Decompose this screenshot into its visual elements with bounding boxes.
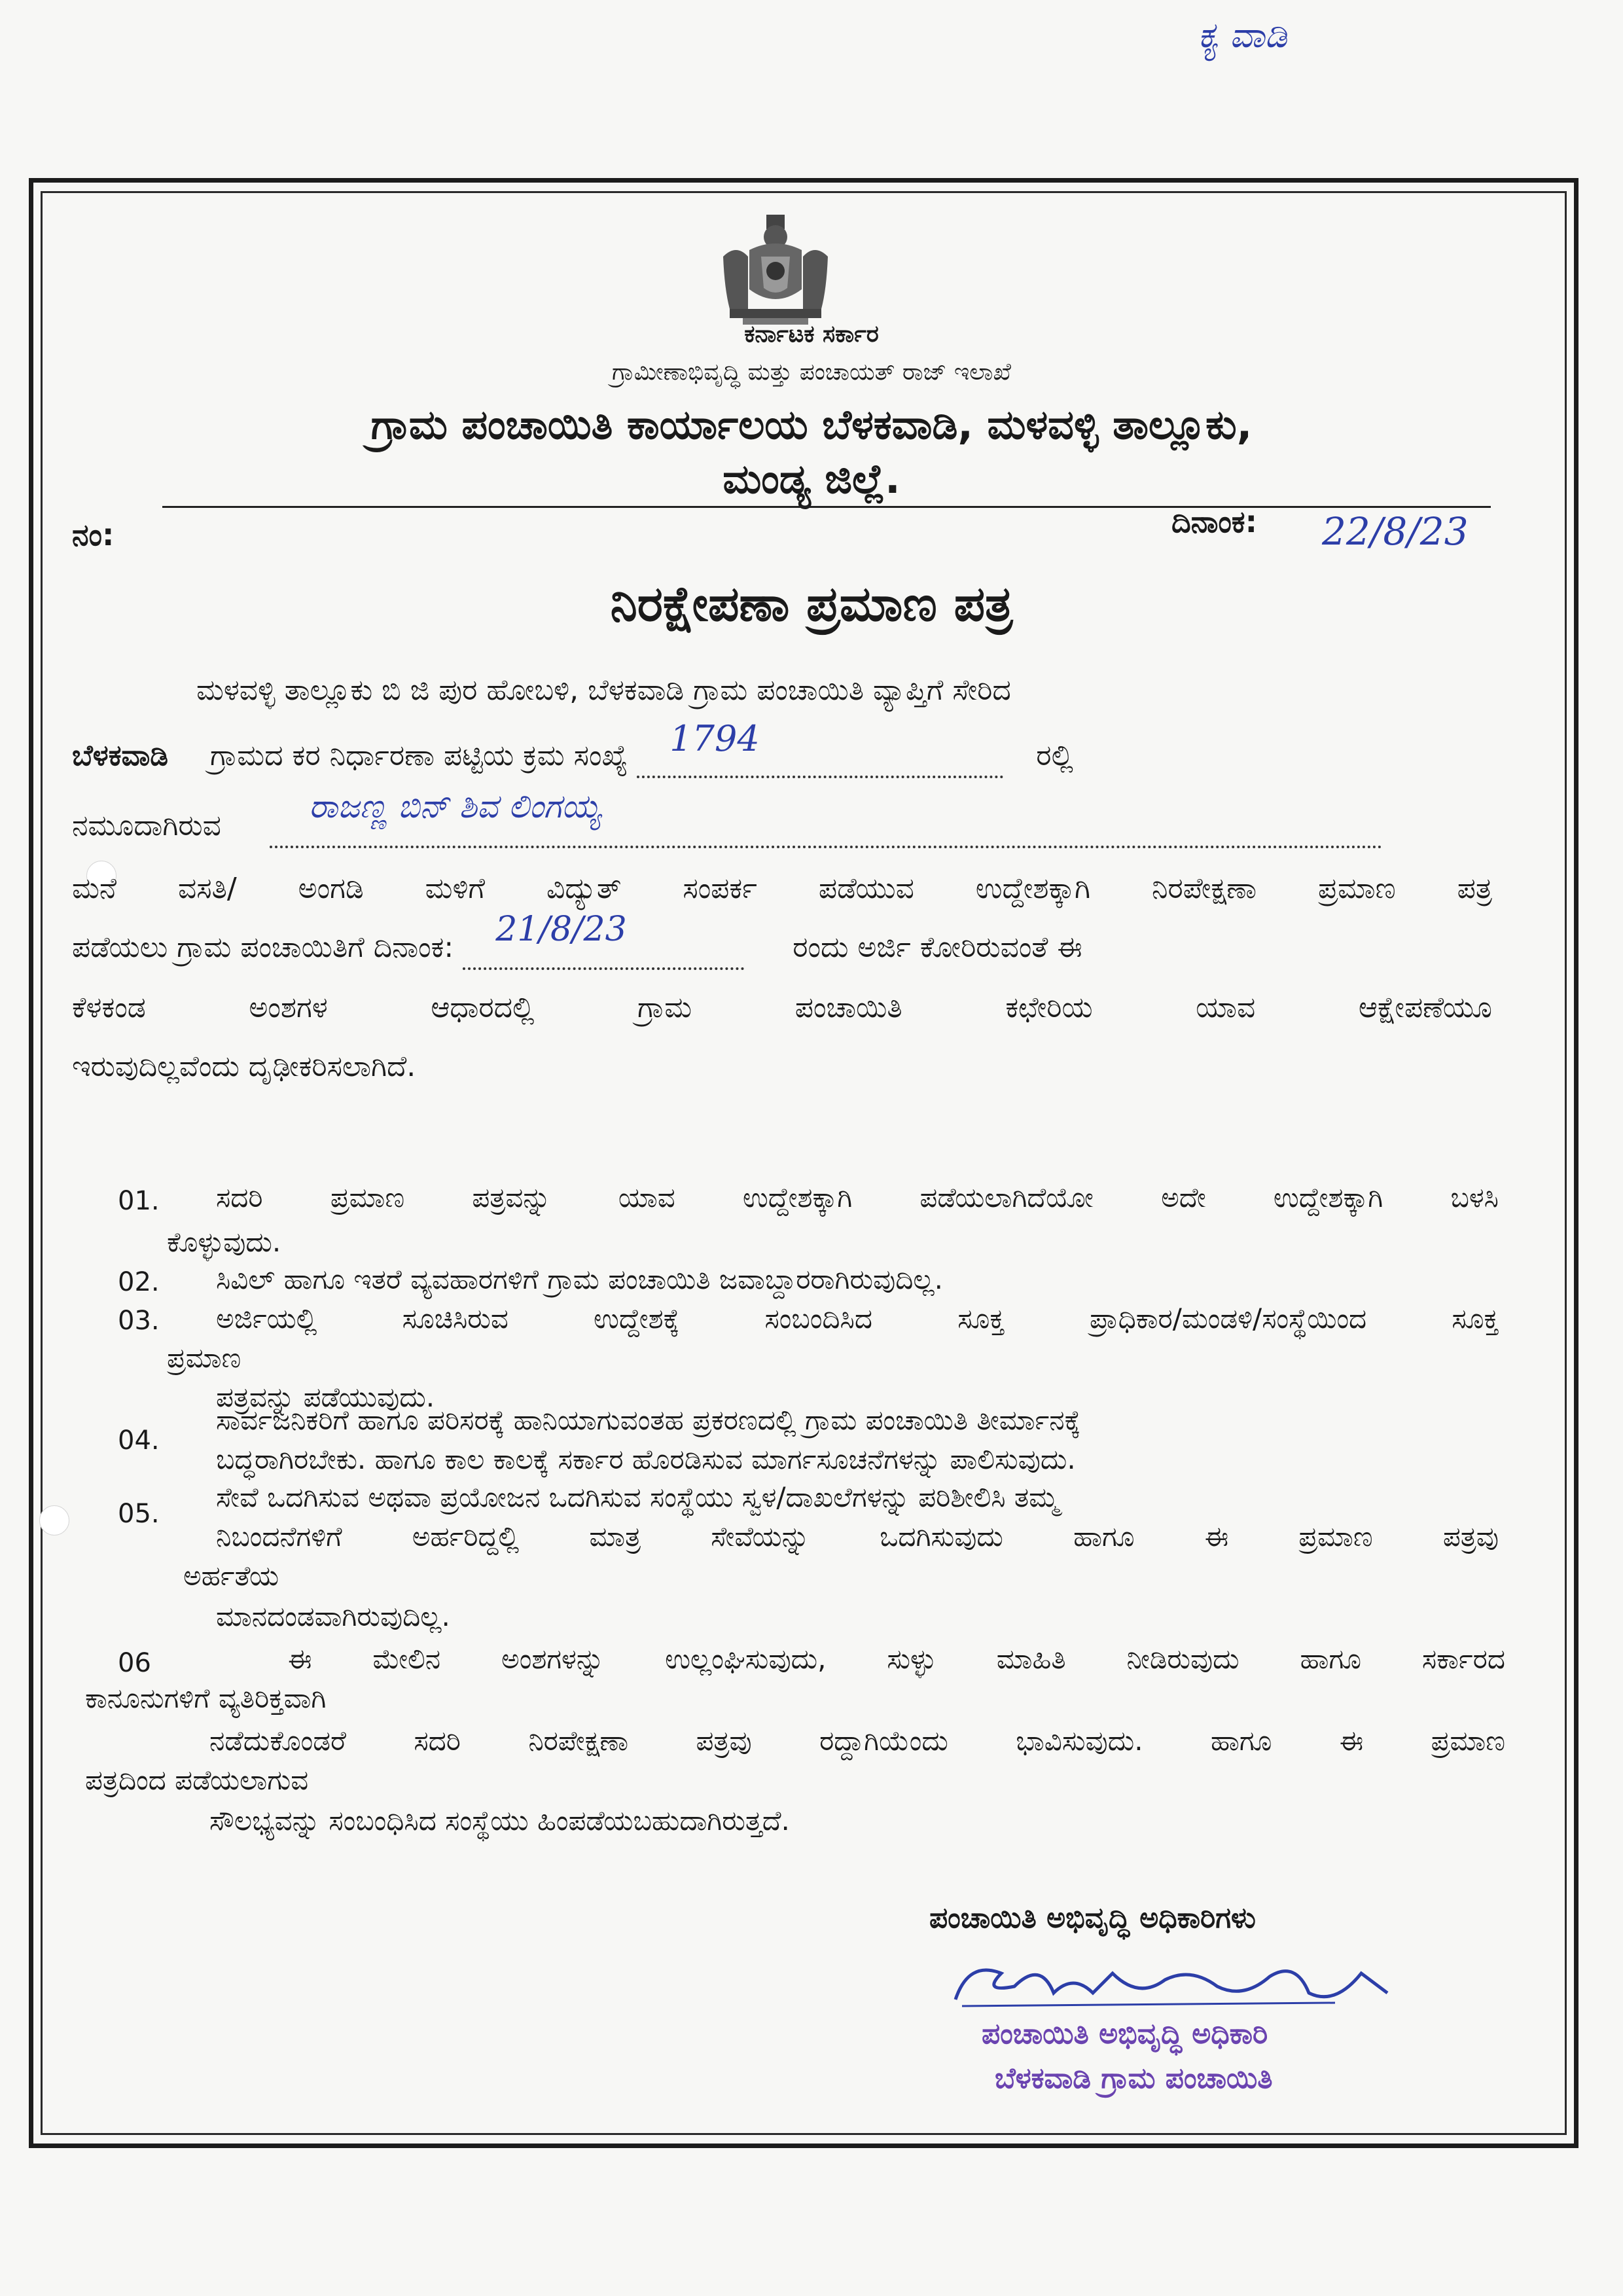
owner-name-value: ರಾಜಣ್ಣ ಬಿನ್ ಶಿವ ಲಿಂಗಯ್ಯ	[308, 787, 601, 825]
village-name: ಬೆಳಕವಾಡಿ	[72, 739, 169, 772]
application-date-value: 21/8/23	[495, 910, 627, 949]
body-line-6: ಕೆಳಕಂಡ ಅಂಶಗಳ ಆಧಾರದಲ್ಲಿ ಗ್ರಾಮ ಪಂಚಾಯಿತಿ ಕಛೇರಿಯ ಯಾವ ಆಕ್ಷೇಪಣೆಯೂ	[72, 991, 1492, 1024]
body-line-3-label: ನಮೂದಾಗಿರುವ	[72, 809, 221, 842]
condition-6-line-c: ನಡೆದುಕೊಂಡರೆ ಸದರಿ ನಿರಪೇಕ್ಷಣಾ ಪತ್ರವು ರದ್ದಾಗಿಯೆಂದು ಭಾವಿಸುವುದು. ಹಾಗೂ ಈ ಪ್ರಮಾಣ	[209, 1725, 1505, 1757]
karnataka-emblem-icon	[710, 211, 841, 329]
condition-3-line-a: ಅರ್ಜಿಯಲ್ಲಿ ಸೂಚಿಸಿರುವ ಉದ್ದೇಶಕ್ಕೆ ಸಂಬಂದಿಸಿದ ಸೂಕ್ತ ಪ್ರಾಧಿಕಾರ/ಮಂಡಳಿ/ಸಂಸ್ಥೆಯಿಂದ ಸೂಕ್ತ	[216, 1302, 1499, 1335]
header-divider	[162, 506, 1491, 508]
date-value: 22/8/23	[1322, 509, 1469, 554]
condition-5-number: 05.	[118, 1499, 160, 1529]
condition-3-line-b: ಪ್ರಮಾಣ	[167, 1342, 241, 1374]
certificate-title: ನಿರಕ್ಷೇಪಣಾ ಪ್ರಮಾಣ ಪತ್ರ	[610, 576, 1013, 632]
office-name-line1: ಗ್ರಾಮ ಪಂಚಾಯಿತಿ ಕಾರ್ಯಾಲಯ ಬೆಳಕವಾಡಿ, ಮಳವಳ್ಳಿ ತಾಲ್ಲೂಕು,	[370, 401, 1253, 448]
corner-handwritten-note: ಕ್ಯ ವಾಡಿ	[1198, 14, 1287, 56]
condition-2-number: 02.	[118, 1267, 160, 1297]
condition-5-line-b: ನಿಬಂದನೆಗಳಿಗೆ ಅರ್ಹರಿದ್ದಲ್ಲಿ ಮಾತ್ರ ಸೇವೆಯನ್ನು ಒದಗಿಸುವುದು ಹಾಗೂ ಈ ಪ್ರಮಾಣ ಪತ್ರವು	[216, 1520, 1499, 1552]
serial-number-field	[637, 718, 1003, 778]
date-label: ದಿನಾಂಕ:	[1171, 504, 1258, 539]
signature-scribble	[942, 1947, 1414, 2026]
body-line-5	[72, 910, 1492, 970]
punch-hole-lower	[39, 1505, 69, 1535]
condition-4-number: 04.	[118, 1426, 160, 1456]
body-line-3	[72, 787, 1492, 848]
department-name: ಗ್ರಾಮೀಣಾಭಿವೃದ್ಧಿ ಮತ್ತು ಪಂಚಾಯತ್ ರಾಜ್ ಇಲಾಖೆ	[612, 359, 1011, 386]
body-line-2	[72, 718, 1492, 778]
condition-2-line-a: ಸಿವಿಲ್ ಹಾಗೂ ಇತರೆ ವ್ಯವಹಾರಗಳಿಗೆ ಗ್ರಾಮ ಪಂಚಾಯಿತಿ ಜವಾಬ್ದಾರರಾಗಿರುವುದಿಲ್ಲ.	[216, 1263, 943, 1295]
body-line-1: ಮಳವಳ್ಳಿ ತಾಲ್ಲೂಕು ಬಿ ಜಿ ಪುರ ಹೋಬಳಿ, ಬೆಳಕವಾಡಿ ಗ್ರಾಮ ಪಂಚಾಯಿತಿ ವ್ಯಾಪ್ತಿಗೆ ಸೇರಿದ	[196, 673, 1011, 707]
reference-number-label: ನಂ:	[72, 517, 115, 552]
condition-1-number: 01.	[118, 1186, 160, 1216]
condition-6-line-b: ಕಾನೂನುಗಳಿಗೆ ವ್ಯತಿರಿಕ್ತವಾಗಿ	[85, 1682, 327, 1714]
body-line-2-text: ಗ್ರಾಮದ ಕರ ನಿರ್ಧಾರಣಾ ಪಟ್ಟಿಯ ಕ್ರಮ ಸಂಖ್ಯೆ	[210, 739, 628, 772]
condition-5-line-a: ಸೇವೆ ಒದಗಿಸುವ ಅಥವಾ ಪ್ರಯೋಜನ ಒದಗಿಸುವ ಸಂಸ್ಥೆಯು ಸ್ವಳ/ದಾಖಲೆಗಳನ್ನು ಪರಿಶೀಲಿಸಿ ತಮ್ಮ	[216, 1481, 1059, 1513]
body-line-4: ಮನೆ ವಸತಿ/ ಅಂಗಡಿ ಮಳಿಗೆ ವಿದ್ಯುತ್ ಸಂಪರ್ಕ ಪಡೆಯುವ ಉದ್ದೇಶಕ್ಕಾಗಿ ನಿರಪೇಕ್ಷಣಾ ಪ್ರಮಾಣ ಪತ್ರ	[72, 872, 1492, 905]
condition-3-number: 03.	[118, 1306, 160, 1336]
condition-1-line-b: ಕೊಳ್ಳುವುದು.	[167, 1226, 281, 1258]
owner-name-field	[270, 787, 1382, 848]
condition-6-number: 06	[118, 1648, 151, 1678]
signatory-title: ಪಂಚಾಯಿತಿ ಅಭಿವೃದ್ಧಿ ಅಧಿಕಾರಿಗಳು	[929, 1901, 1256, 1935]
application-date-field	[463, 910, 744, 970]
condition-6-line-d: ಪತ್ರದಿಂದ ಪಡೆಯಲಾಗುವ	[85, 1764, 309, 1796]
condition-4-line-b: ಬದ್ಧರಾಗಿರಬೇಕು. ಹಾಗೂ ಕಾಲ ಕಾಲಕ್ಕೆ ಸರ್ಕಾರ ಹೊರಡಿಸುವ ಮಾರ್ಗಸೂಚನೆಗಳನ್ನು ಪಾಲಿಸುವುದು.	[216, 1443, 1076, 1475]
condition-6-line-e: ಸೌಲಭ್ಯವನ್ನು ಸಂಬಂಧಿಸಿದ ಸಂಸ್ಥೆಯು ಹಿಂಪಡೆಯಬಹುದಾಗಿರುತ್ತದೆ.	[209, 1804, 790, 1837]
body-line-2-end: ರಲ್ಲಿ	[1036, 739, 1073, 772]
office-name-line2: ಮಂಡ್ಯ ಜಿಲ್ಲೆ.	[722, 455, 901, 503]
serial-number-value: 1794	[669, 718, 760, 759]
stamp-line-1: ಪಂಚಾಯಿತಿ ಅಭಿವೃದ್ಧಿ ಅಧಿಕಾರಿ	[982, 2017, 1268, 2051]
condition-5-line-c: ಅರ್ಹತೆಯ	[183, 1560, 279, 1592]
condition-6-line-a: ಈ ಮೇಲಿನ ಅಂಶಗಳನ್ನು ಉಲ್ಲಂಘಿಸುವುದು, ಸುಳ್ಳು ಮಾಹಿತಿ ನೀಡಿರುವುದು ಹಾಗೂ ಸರ್ಕಾರದ	[288, 1643, 1505, 1675]
body-line-5-start: ಪಡೆಯಲು ಗ್ರಾಮ ಪಂಚಾಯಿತಿಗೆ ದಿನಾಂಕ:	[72, 931, 454, 964]
body-line-5-end: ರಂದು ಅರ್ಜಿ ಕೋರಿರುವಂತೆ ಈ	[793, 931, 1082, 964]
condition-4-line-a: ಸಾರ್ವಜನಿಕರಿಗೆ ಹಾಗೂ ಪರಿಸರಕ್ಕೆ ಹಾನಿಯಾಗುವಂತಹ ಪ್ರಕರಣದಲ್ಲಿ ಗ್ರಾಮ ಪಂಚಾಯಿತಿ ತೀರ್ಮಾನಕ್ಕೆ	[216, 1404, 1081, 1436]
body-line-7: ಇರುವುದಿಲ್ಲವೆಂದು ದೃಢೀಕರಿಸಲಾಗಿದೆ.	[72, 1050, 416, 1083]
condition-1-line-a: ಸದರಿ ಪ್ರಮಾಣ ಪತ್ರವನ್ನು ಯಾವ ಉದ್ದೇಶಕ್ಕಾಗಿ ಪಡೆಯಲಾಗಿದೆಯೋ ಅದೇ ಉದ್ದೇಶಕ್ಕಾಗಿ ಬಳಸಿ	[216, 1181, 1499, 1213]
condition-5-line-d: ಮಾನದಂಡವಾಗಿರುವುದಿಲ್ಲ.	[216, 1600, 450, 1632]
stamp-line-2: ಬೆಳಕವಾಡಿ ಗ್ರಾಮ ಪಂಚಾಯಿತಿ	[995, 2062, 1273, 2095]
condition-3-line-c: ಪತ್ರವನ್ನು ಪಡೆಯುವುದು.	[216, 1381, 435, 1413]
government-name: ಕರ್ನಾಟಕ ಸರ್ಕಾರ	[744, 321, 879, 348]
